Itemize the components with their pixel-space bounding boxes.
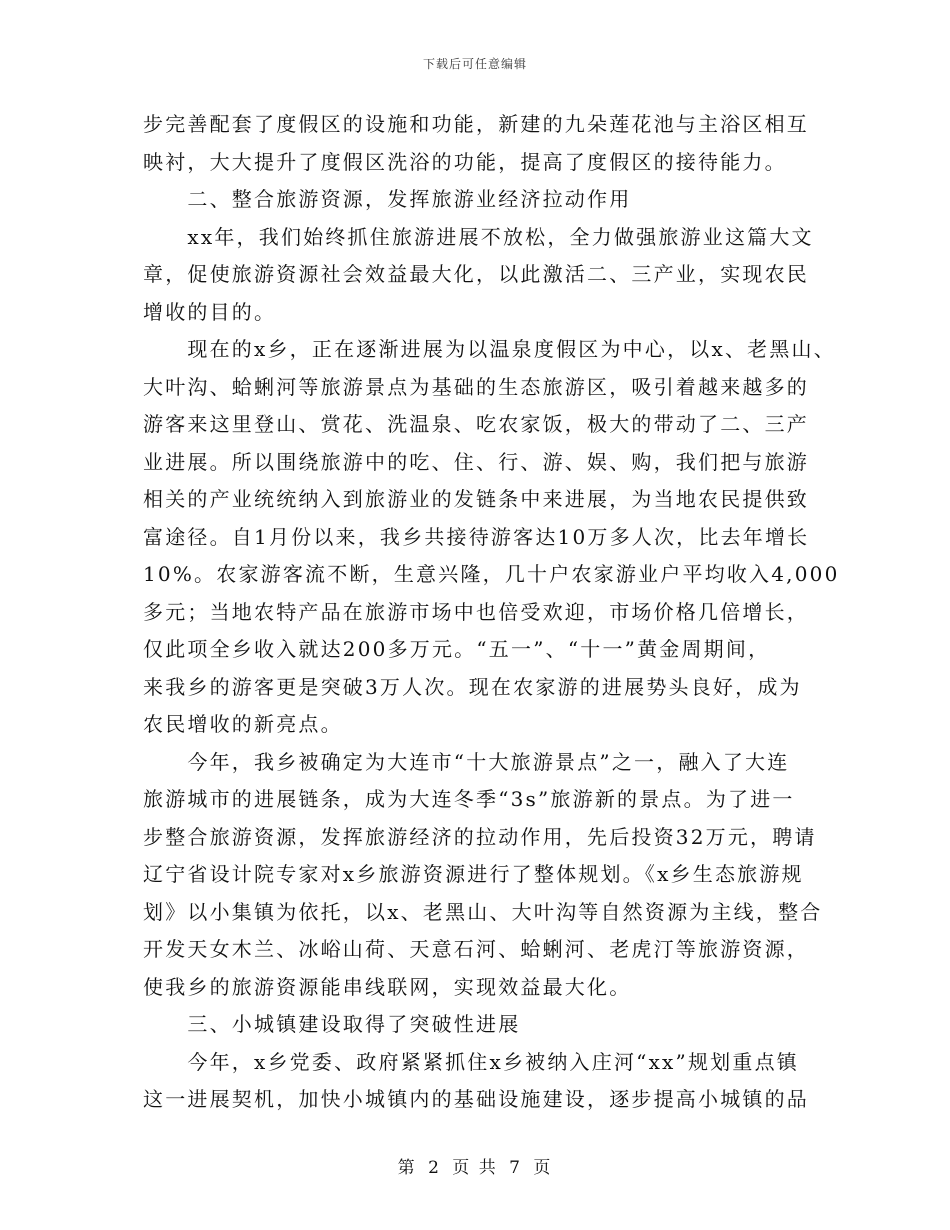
page-footer	[0, 1153, 950, 1178]
text-line: 大叶沟、蛤蜊河等旅游景点为基础的生态旅游区，吸引着越来越多的	[143, 374, 809, 399]
text-line: 现在的x乡，正在逐渐进展为以温泉度假区为中心，以x、老黑山、	[143, 337, 836, 361]
text-line: 旅游城市的进展链条，成为大连冬季“3s”旅游新的景点。为了进一	[143, 787, 795, 811]
text-line: 游客来这里登山、赏花、洗温泉、吃农家饭，极大的带动了二、三产	[143, 412, 809, 436]
text-line: 多元；当地农特产品在旅游市场中也倍受欢迎，市场价格几倍增长，	[143, 599, 809, 624]
text-line: 富途径。自1月份以来，我乡共接待游客达10万多人次，比去年增长	[143, 524, 810, 549]
text-line: 章，促使旅游资源社会效益最大化，以此激活二、三产业，实现农民	[143, 262, 809, 286]
text-line: 这一进展契机，加快小城镇内的基础设施建设，逐步提高小城镇的品	[143, 1087, 809, 1111]
page-number-suffix: 页	[533, 1158, 553, 1178]
text-line: 步完善配套了度假区的设施和功能，新建的九朵莲花池与主浴区相互	[143, 112, 809, 136]
current-page-number: 2	[428, 1158, 441, 1178]
text-line: 使我乡的旅游资源能串线联网，实现效益最大化。	[143, 974, 632, 999]
document-body	[143, 106, 840, 1119]
text-line: xx年，我们始终抓住旅游进展不放松，全力做强旅游业这篇大文	[143, 224, 814, 249]
text-line: 来我乡的游客更是突破3万人次。现在农家游的进展势头良好，成为	[143, 674, 802, 699]
text-line: 业进展。所以围绕旅游中的吃、住、行、游、娱、购，我们把与旅游	[143, 449, 809, 474]
page-header: 下载后可任意编辑	[422, 57, 527, 71]
text-line: 增收的目的。	[143, 299, 277, 324]
page-number-middle: 页 共	[452, 1158, 498, 1178]
text-line: 步整合旅游资源，发挥旅游经济的拉动作用，先后投资32万元，聘请	[143, 824, 817, 849]
text-line: 10%。农家游客流不断，生意兴隆，几十户农家游业户平均收入4,000	[143, 562, 840, 586]
section-heading: 二、整合旅游资源，发挥旅游业经济拉动作用	[143, 187, 632, 211]
total-page-count: 7	[509, 1158, 522, 1178]
text-line: 今年，x乡党委、政府紧紧抓住x乡被纳入庄河“xx”规划重点镇	[143, 1049, 799, 1074]
text-line: 相关的产业统统纳入到旅游业的发链条中来进展，为当地农民提供致	[143, 487, 809, 511]
page-number-prefix: 第	[397, 1158, 417, 1178]
text-line: 映衬，大大提升了度假区洗浴的功能，提高了度假区的接待能力。	[143, 149, 787, 174]
text-line: 辽宁省设计院专家对x乡旅游资源进行了整体规划。《x乡生态旅游规	[143, 862, 804, 886]
text-line: 农民增收的新亮点。	[143, 712, 343, 736]
text-line: 划》以小集镇为依托，以x、老黑山、大叶沟等自然资源为主线，整合	[143, 899, 823, 924]
text-line: 今年，我乡被确定为大连市“十大旅游景点”之一，融入了大连	[143, 749, 790, 774]
section-heading: 三、小城镇建设取得了突破性进展	[143, 1012, 521, 1036]
text-line: 仅此项全乡收入就达200多万元。“五一”、“十一”黄金周期间，	[143, 637, 771, 661]
text-line: 开发天女木兰、冰峪山荷、天意石河、蛤蜊河、老虎汀等旅游资源，	[143, 937, 809, 961]
